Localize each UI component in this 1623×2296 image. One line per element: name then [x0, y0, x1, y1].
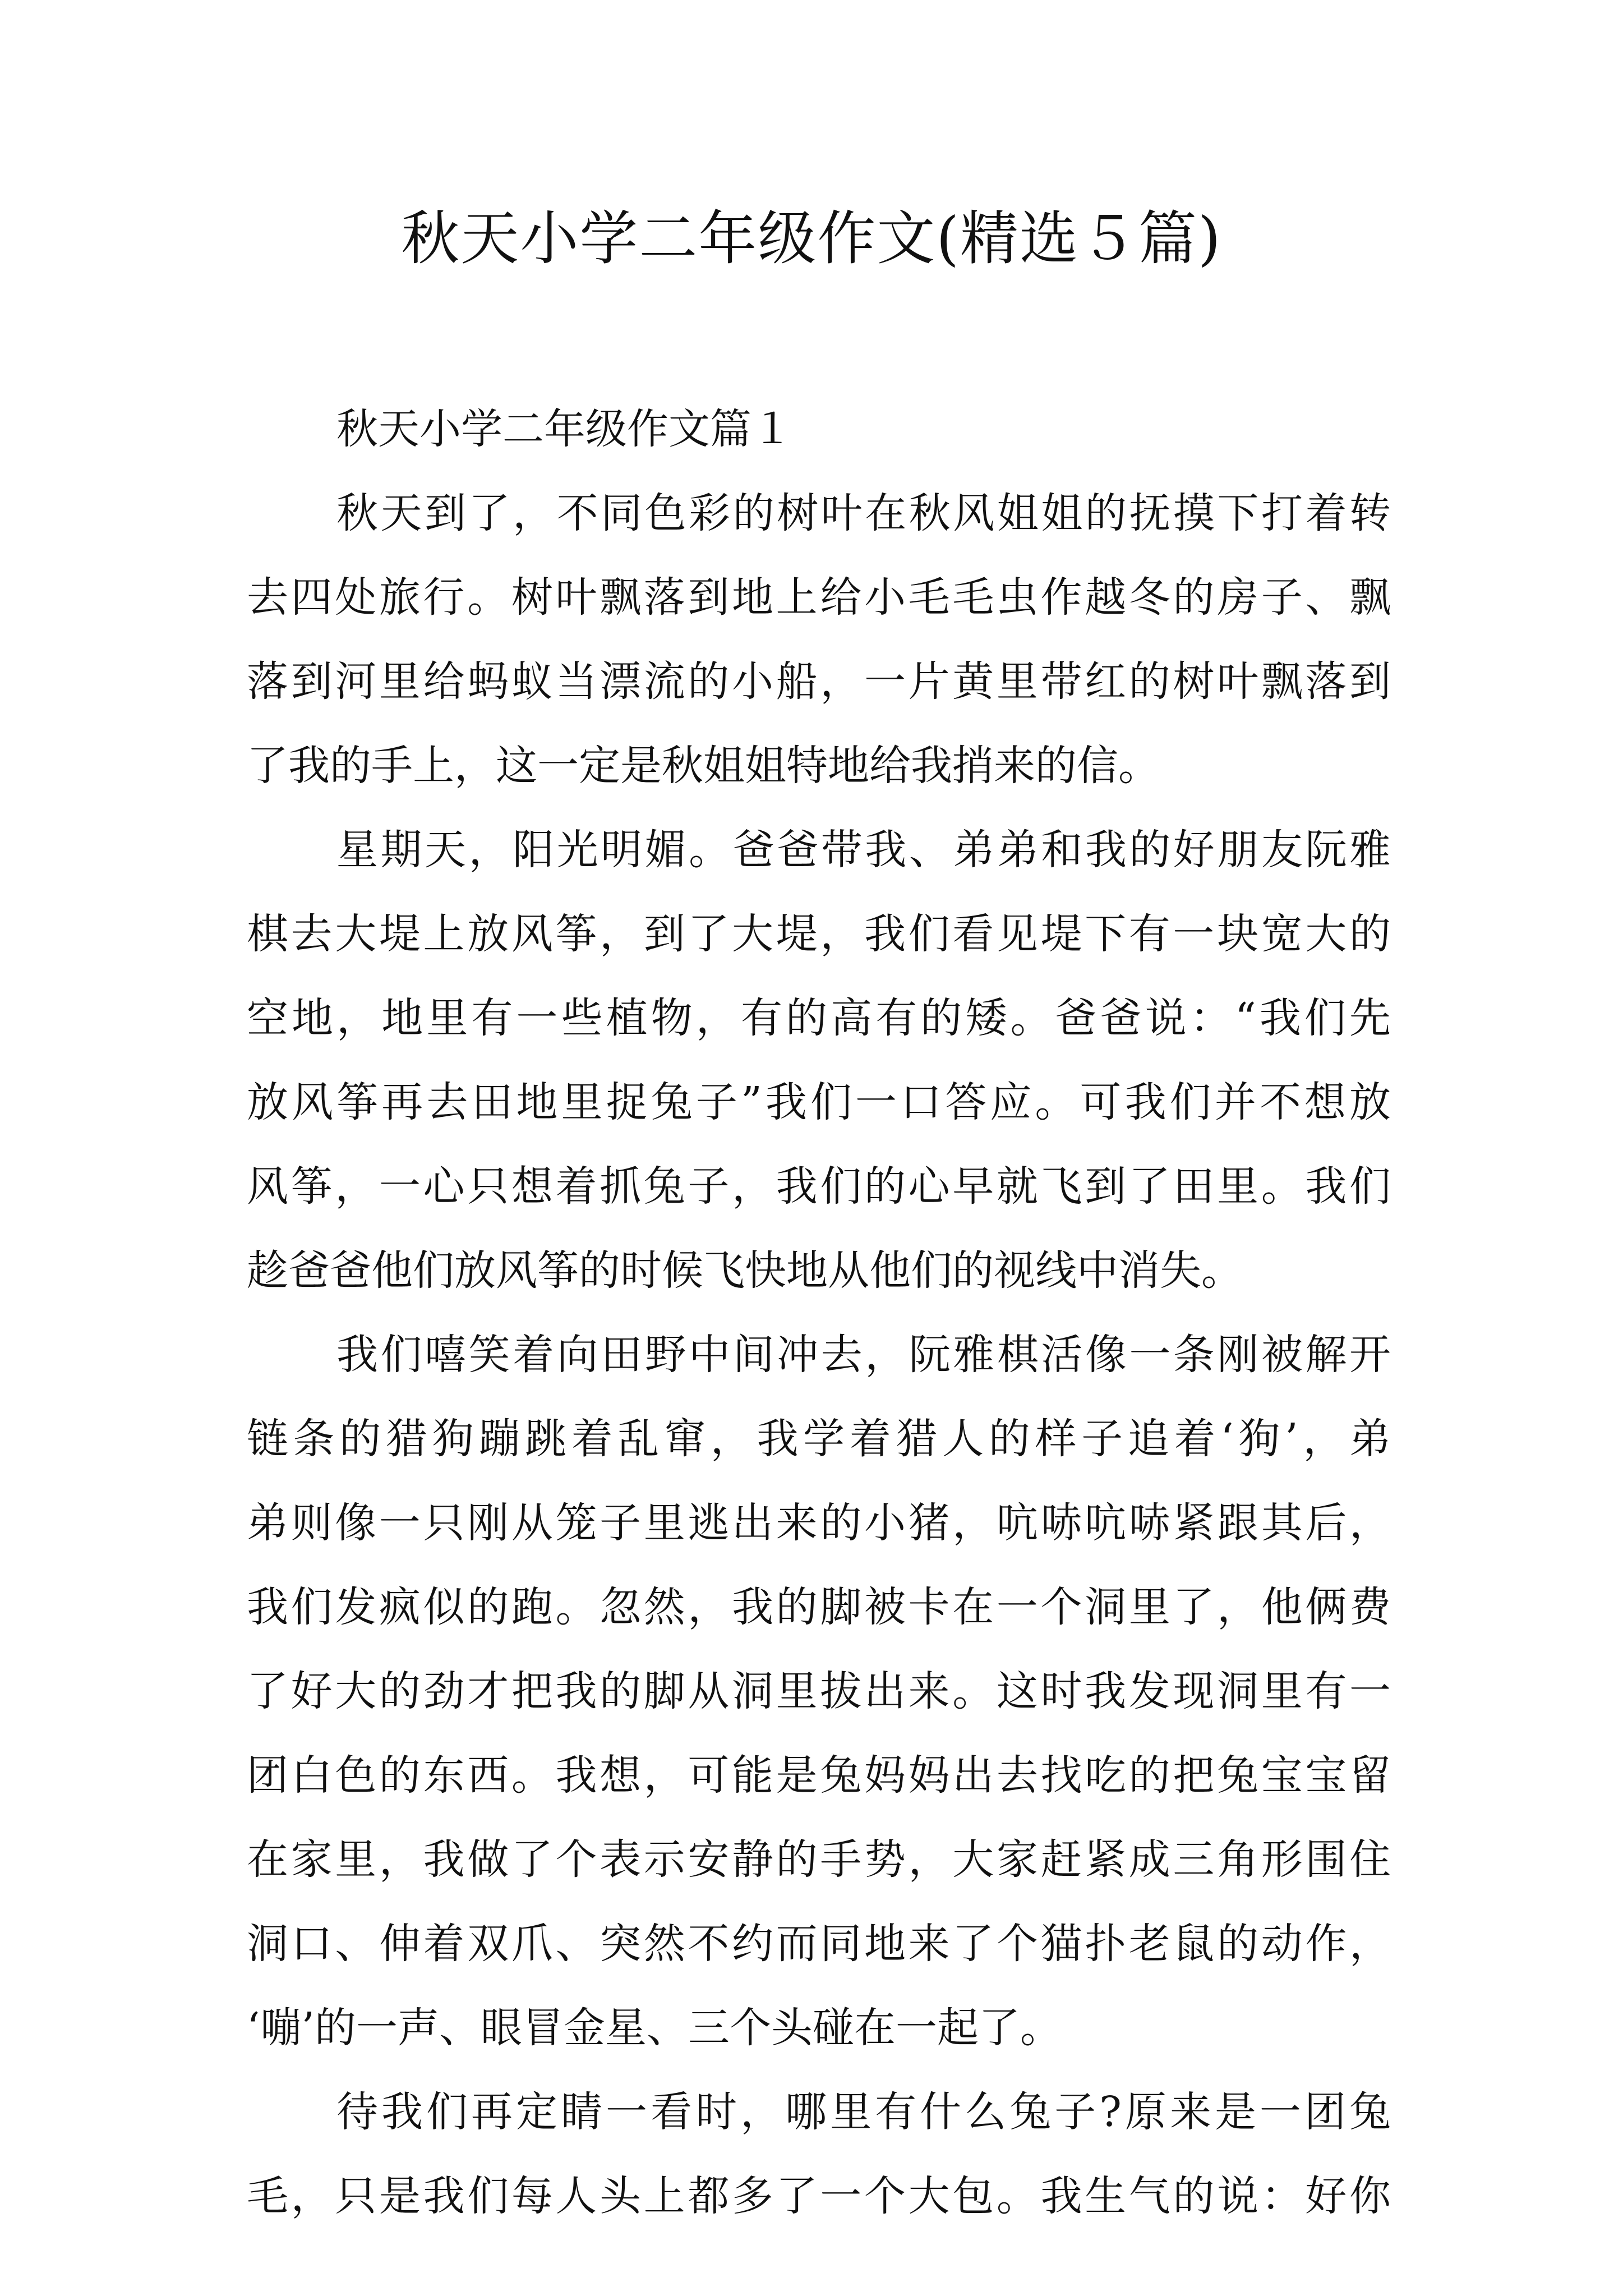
paragraph [247, 808, 1391, 1313]
text-line: 趁爸爸他们放风筝的时候飞快地从他们的视线中消失。 [247, 1246, 1243, 1295]
document-body [247, 387, 1391, 2238]
text-line: 我们发疯似的跑。忽然，我的脚被卡在一个洞里了，他俩费 [247, 1583, 1391, 1631]
text-line: 链条的猎狗蹦跳着乱窜，我学着猎人的样子追着‘狗’，弟 [247, 1415, 1391, 1463]
text-line: 在家里，我做了个表示安静的手势，大家赶紧成三角形围住 [247, 1835, 1391, 1884]
paragraph [247, 1313, 1391, 2070]
text-line: 落到河里给蚂蚁当漂流的小船，一片黄里带红的树叶飘落到 [247, 657, 1391, 706]
text-line: 我们嘻笑着向田野中间冲去，阮雅棋活像一条刚被解开 [336, 1331, 1391, 1379]
text-line: 风筝，一心只想着抓兔子，我们的心早就飞到了田里。我们 [247, 1162, 1391, 1211]
text-line: 洞口、伸着双爪、突然不约而同地来了个猫扑老鼠的动作， [247, 1920, 1391, 1968]
text-line: 弟则像一只刚从笼子里逃出来的小猪，吭哧吭哧紧跟其后， [247, 1499, 1391, 1547]
paragraph [247, 2070, 1391, 2238]
text-line: 棋去大堤上放风筝，到了大堤，我们看见堤下有一块宽大的 [247, 910, 1391, 958]
text-line: 了我的手上，这一定是秋姐姐特地给我捎来的信。 [247, 742, 1160, 790]
paragraph [247, 471, 1391, 808]
text-line: 去四处旅行。树叶飘落到地上给小毛毛虫作越冬的房子、飘 [247, 573, 1391, 622]
document-title: 秋天小学二年级作文(精选５篇) [401, 204, 1222, 273]
text-line: ‘嘣’的一声、眼冒金星、三个头碰在一起了。 [247, 2004, 1062, 2052]
text-line: 毛，只是我们每人头上都多了一个大包。我生气的说：好你 [247, 2172, 1391, 2220]
text-line: 空地，地里有一些植物，有的高有的矮。爸爸说：“我们先 [247, 994, 1391, 1042]
text-line: 放风筝再去田地里捉兔子”我们一口答应。可我们并不想放 [247, 1078, 1391, 1126]
text-line: 待我们再定睛一看时，哪里有什么兔子?原来是一团兔 [336, 2088, 1391, 2136]
text-line: 了好大的劲才把我的脚从洞里拔出来。这时我发现洞里有一 [247, 1667, 1391, 1715]
section-heading: 秋天小学二年级作文篇１ [336, 405, 793, 453]
text-line: 星期天，阳光明媚。爸爸带我、弟弟和我的好朋友阮雅 [336, 826, 1391, 874]
text-line: 秋天到了，不同色彩的树叶在秋风姐姐的抚摸下打着转 [336, 489, 1391, 537]
text-line: 团白色的东西。我想，可能是兔妈妈出去找吃的把兔宝宝留 [247, 1751, 1391, 1800]
